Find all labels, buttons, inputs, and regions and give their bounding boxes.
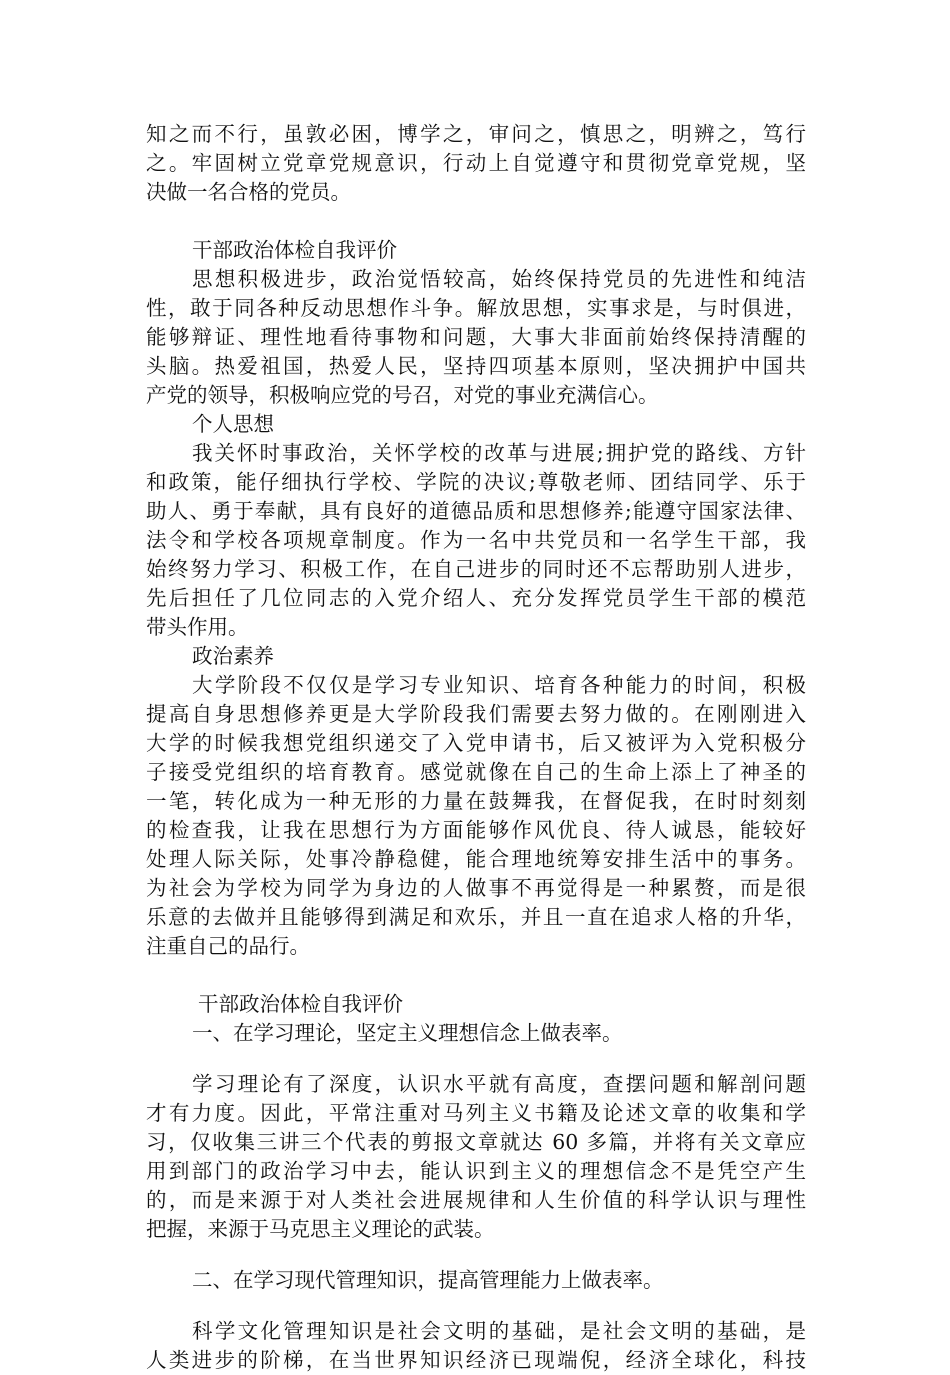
text-line: 才有力度。因此，平常注重对马列主义书籍及论述文章的收集和学 xyxy=(146,1101,806,1125)
text-line: 我关怀时事政治，关怀学校的改革与进展;拥护党的路线、方针 xyxy=(192,441,806,465)
text-line: 为社会为学校为同学为身边的人做事不再觉得是一种累赘，而是很 xyxy=(146,876,806,900)
text-line: 提高自身思想修养更是大学阶段我们需要去努力做的。在刚刚进入 xyxy=(146,702,806,726)
text-line: 法令和学校各项规章制度。作为一名中共党员和一名学生干部，我 xyxy=(146,528,806,552)
text-line: 带头作用。 xyxy=(146,615,249,639)
blank-line xyxy=(146,207,806,236)
blank-line xyxy=(146,1048,806,1070)
text-line: 始终努力学习、积极工作，在自己进步的同时还不忘帮助别人进步， xyxy=(146,557,806,581)
text-line: 用到部门的政治学习中去，能认识到主义的理想信念不是凭空产生 xyxy=(146,1159,806,1183)
text-line: 头脑。热爱祖国，热爱人民，坚持四项基本原则，坚决拥护中国共 xyxy=(146,354,806,378)
blank-line xyxy=(146,1295,806,1317)
text-line: 助人、勇于奉献，具有良好的道德品质和思想修养;能遵守国家法律、 xyxy=(146,499,806,523)
text-line: 一笔，转化成为一种无形的力量在鼓舞我，在督促我，在时时刻刻 xyxy=(146,789,806,813)
text-line: 先后担任了几位同志的入党介绍人、充分发挥党员学生干部的模范 xyxy=(146,586,806,610)
section-heading: 政治素养 xyxy=(192,644,274,668)
text-line: 子接受党组织的培育教育。感觉就像在自己的生命上添上了神圣的 xyxy=(146,760,806,784)
paragraph-management-knowledge xyxy=(146,1317,806,1375)
text-line: 产党的领导，积极响应党的号召，对党的事业充满信心。 xyxy=(146,383,659,407)
text-line: 注重自己的品行。 xyxy=(146,934,310,958)
blank-line xyxy=(146,961,806,990)
subsection-heading: 一、在学习理论，坚定主义理想信念上做表率。 xyxy=(192,1021,623,1045)
text-line: 处理人际关际，处事冷静稳健，能合理地统筹安排生活中的事务。 xyxy=(146,847,806,871)
text-line: 学习理论有了深度，认识水平就有高度，查摆问题和解剖问题 xyxy=(192,1072,806,1096)
text-line: 乐意的去做并且能够得到满足和欢乐，并且一直在追求人格的升华， xyxy=(146,905,806,929)
document-page xyxy=(146,120,806,1375)
text-line: 思想积极进步，政治觉悟较高，始终保持党员的先进性和纯洁 xyxy=(192,267,806,291)
text-line: 习，仅收集三讲三个代表的剪报文章就达 60 多篇，并将有关文章应 xyxy=(146,1130,806,1154)
text-line: 把握，来源于马克思主义理论的武装。 xyxy=(146,1217,495,1241)
subsection-heading: 二、在学习现代管理知识，提高管理能力上做表率。 xyxy=(192,1268,664,1292)
text-line: 决做一名合格的党员。 xyxy=(146,180,351,204)
text-line: 能够辩证、理性地看待事物和问题，大事大非面前始终保持清醒的 xyxy=(146,325,806,349)
section-heading: 干部政治体检自我评价 xyxy=(192,238,397,262)
text-line: 和政策，能仔细执行学校、学院的决议;尊敬老师、团结同学、乐于 xyxy=(146,470,806,494)
paragraph-opening xyxy=(146,120,806,207)
text-line: 知之而不行，虽敦必困，博学之，审问之，慎思之，明辨之，笃行 xyxy=(146,122,806,146)
paragraph-theory-study xyxy=(146,1070,806,1244)
text-line: 的检查我，让我在思想行为方面能够作风优良、待人诚恳，能较好 xyxy=(146,818,806,842)
paragraph-personal-thought xyxy=(146,439,806,642)
text-line: 之。牢固树立党章党规意识，行动上自觉遵守和贯彻党章党规，坚 xyxy=(146,151,806,175)
text-line: 的，而是来源于对人类社会进展规律和人生价值的科学认识与理性 xyxy=(146,1188,806,1212)
text-line: 大学阶段不仅仅是学习专业知识、培育各种能力的时间，积极 xyxy=(192,673,806,697)
blank-line xyxy=(146,1244,806,1266)
paragraph-self-evaluation xyxy=(146,265,806,410)
text-line: 人类进步的阶梯，在当世界知识经济已现端倪，经济全球化，科技 xyxy=(146,1348,806,1372)
text-line: 性，敢于同各种反动思想作斗争。解放思想，实事求是，与时俱进， xyxy=(146,296,806,320)
section-heading: 干部政治体检自我评价 xyxy=(198,992,403,1016)
text-line: 大学的时候我想党组织递交了入党申请书，后又被评为入党积极分 xyxy=(146,731,806,755)
paragraph-political-quality xyxy=(146,671,806,961)
section-heading: 个人思想 xyxy=(192,412,274,436)
text-line: 科学文化管理知识是社会文明的基础，是社会文明的基础，是 xyxy=(192,1319,806,1343)
